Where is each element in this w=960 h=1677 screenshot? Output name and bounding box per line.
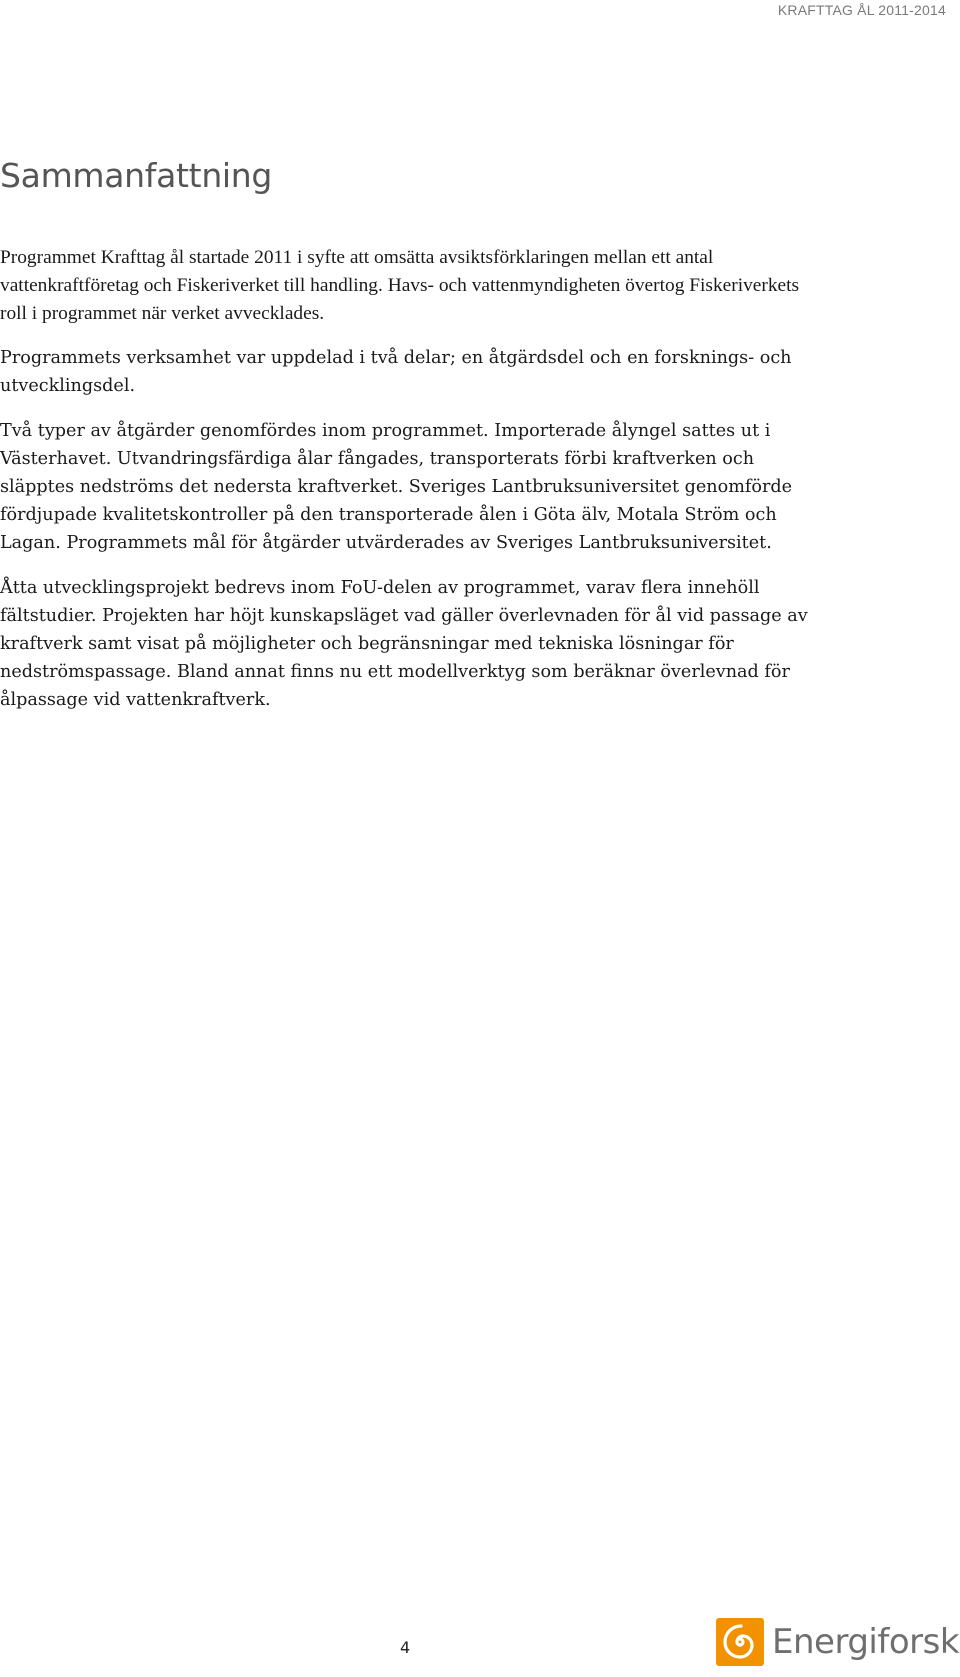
- page-number: 4: [400, 1638, 411, 1657]
- paragraph-intro: Programmet Krafttag ål startade 2011 i syfte att omsätta avsiktsförklaringen mellan ett antal vattenkraftföretag och Fiskeriverket till handling. Havs- och vattenmyndigheten övertog Fiskeriverkets roll i programmet när verket avvecklades.: [0, 247, 800, 324]
- paragraph-measures: Två typer av åtgärder genomfördes inom programmet. Importerade ålyngel sattes ut i Västerhavet. Utvandringsfärdiga ålar fångades, transporterats förbi kraftverken och släpptes nedströms det nedersta kraftverket. Sveriges Lantbruksuniversitet genomförde fördjupade kvalitetskontroller på den transporterade ålen i Göta älv, Motala Ström och Lagan. Programmets mål för åtgärder utvärderades av Sveriges Lantbruksuniversitet.: [0, 421, 793, 553]
- body-text: [0, 244, 820, 731]
- running-header: KRAFTTAG ÅL 2011-2014: [777, 2, 946, 18]
- paragraph-research: Åtta utvecklingsprojekt bedrevs inom FoU-delen av programmet, varav flera innehöll fältstudier. Projekten har höjt kunskapsläget vad gäller överlevnaden för ål vid passage av kraftverk samt visat på möjligheter och begränsningar med tekniska lösningar för nedströmspassage. Bland annat finns nu ett modellverktyg som beräknar överlevnad för ålpassage vid vattenkraftverk.: [0, 578, 808, 710]
- logo-text: Energiforsk: [772, 1622, 960, 1662]
- paragraph-structure: Programmets verksamhet var uppdelad i två delar; en åtgärdsdel och en forsknings- och utvecklingsdel.: [0, 348, 792, 396]
- page-title: Sammanfattning: [0, 156, 273, 195]
- spiral-logo-icon: [716, 1618, 764, 1666]
- energiforsk-logo: [716, 1618, 960, 1668]
